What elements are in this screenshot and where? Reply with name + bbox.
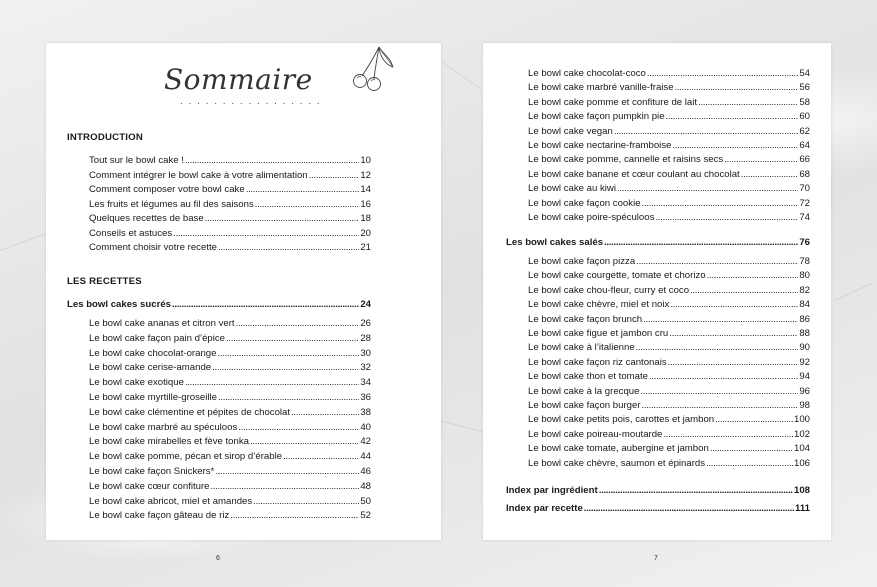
toc-page: 21 [360, 242, 371, 253]
toc-label: Le bowl cake figue et jambon cru [528, 328, 669, 339]
toc-label: Les fruits et légumes au fil des saisons [89, 198, 254, 210]
toc-entry[interactable] [89, 406, 371, 419]
index-ingredient-entry[interactable] [506, 484, 810, 497]
sweet-section-entry[interactable] [67, 298, 371, 311]
toc-page: 102 [793, 428, 810, 440]
toc-entry[interactable] [528, 313, 810, 326]
toc-entry[interactable] [89, 347, 371, 360]
toc-entry[interactable] [89, 332, 371, 345]
toc-page: 24 [360, 299, 371, 310]
toc-label: Le bowl cake façon gâteau de riz [89, 510, 230, 522]
toc-label: Le bowl cake cerise-amande [89, 362, 212, 374]
toc-entry[interactable] [528, 197, 810, 210]
toc-entry[interactable] [89, 241, 371, 254]
toc-page: 20 [360, 227, 371, 239]
toc-label: Le bowl cake façon cookie [528, 197, 641, 209]
toc-entry[interactable] [89, 227, 371, 240]
toc-page: 28 [360, 332, 371, 344]
toc-page: 40 [360, 421, 371, 433]
toc-label: Le bowl cake myrtille-groseille [89, 392, 217, 403]
toc-leader [642, 399, 799, 412]
toc-leader [655, 211, 798, 224]
toc-page: 32 [360, 362, 371, 374]
marble-vein [835, 282, 873, 301]
toc-label: Le bowl cake nectarine-framboise [528, 140, 672, 151]
toc-entry[interactable] [528, 182, 810, 195]
toc-page: 38 [360, 406, 371, 418]
toc-label: Le bowl cake marbré au spéculoos [89, 421, 238, 433]
toc-page: 52 [360, 510, 371, 522]
toc-leader [724, 153, 798, 166]
toc-page: 50 [360, 495, 371, 507]
toc-label: Le bowl cake banane et cœur coulant au chocolat [528, 168, 740, 180]
toc-label: Tout sur le bowl cake ! [89, 155, 184, 166]
right-page [483, 43, 831, 562]
toc-page: 94 [799, 371, 810, 383]
toc-label: Le bowl cake pomme, pécan et sirop d’érable [89, 451, 283, 463]
toc-entry[interactable] [528, 428, 810, 441]
toc-label: Index par ingrédient [506, 485, 598, 496]
toc-page: 90 [799, 342, 810, 354]
index-recipe-entry[interactable] [506, 502, 810, 515]
toc-page: 10 [360, 155, 371, 166]
toc-entry[interactable] [89, 198, 371, 211]
toc-label: Le bowl cake chocolat-coco [528, 68, 646, 79]
toc-entry[interactable] [528, 168, 810, 181]
toc-label: Le bowl cake au kiwi [528, 183, 616, 195]
toc-page: 84 [799, 299, 810, 311]
toc-leader [309, 169, 360, 182]
toc-leader [604, 236, 798, 249]
toc-label: Le bowl cake abricot, miel et amandes [89, 495, 253, 507]
toc-leader [185, 376, 359, 389]
toc-label: Le bowl cake chèvre, saumon et épinards [528, 457, 706, 469]
toc-entry[interactable] [528, 327, 810, 340]
toc-label: Le bowl cake tomate, aubergine et jambon [528, 443, 709, 455]
toc-label: Le bowl cake exotique [89, 377, 184, 389]
toc-entry[interactable] [528, 442, 810, 455]
toc-leader [669, 327, 798, 340]
toc-label: Le bowl cake vegan [528, 125, 613, 137]
toc-leader [636, 255, 798, 268]
toc-label: Le bowl cake façon pumpkin pie [528, 111, 665, 123]
toc-page: 54 [799, 68, 810, 79]
toc-leader [741, 168, 799, 181]
toc-label: Le bowl cake à la grecque [528, 385, 640, 397]
toc-entry[interactable] [528, 413, 810, 426]
toc-leader [670, 298, 798, 311]
toc-label: Index par recette [506, 503, 583, 514]
toc-leader [185, 154, 359, 167]
toc-label: Le bowl cake pomme, cannelle et raisins secs [528, 154, 724, 166]
toc-label: Le bowl cake chèvre, miel et noix [528, 299, 670, 311]
toc-label: Le bowl cake courgette, tomate et chorizo [528, 270, 706, 282]
toc-page: 80 [799, 270, 810, 282]
toc-page: 58 [799, 96, 810, 108]
toc-page: 64 [799, 140, 810, 151]
toc-leader [690, 284, 798, 297]
toc-leader [173, 227, 359, 240]
toc-label: Le bowl cake façon Snickers* [89, 466, 215, 477]
toc-label: Le bowl cake thon et tomate [528, 371, 648, 383]
toc-page: 70 [799, 183, 810, 195]
toc-label: Le bowl cake clémentine et pépites de chocolat [89, 406, 291, 418]
toc-page: 26 [360, 318, 371, 329]
toc-page: 111 [795, 503, 810, 514]
toc-page: 98 [799, 400, 810, 411]
toc-entry[interactable] [89, 435, 371, 448]
page-number: 6 [216, 555, 220, 562]
toc-leader [672, 139, 798, 152]
toc-leader [230, 509, 359, 522]
toc-page: 12 [360, 169, 371, 181]
toc-leader [706, 457, 793, 470]
toc-page: 82 [799, 284, 810, 296]
toc-leader [663, 428, 793, 441]
toc-page: 92 [799, 356, 810, 368]
toc-label: Les bowl cakes salés [506, 237, 604, 248]
toc-page: 34 [360, 377, 371, 389]
toc-label: Le bowl cake petits pois, carottes et jambon [528, 414, 715, 426]
toc-page: 78 [799, 256, 810, 267]
toc-page: 18 [360, 213, 371, 224]
toc-entry[interactable] [528, 211, 810, 224]
toc-label: Le bowl cake façon brunch [528, 313, 643, 325]
toc-leader [640, 385, 798, 398]
toc-label: Comment intégrer le bowl cake à votre alimentation [89, 169, 308, 181]
toc-entry[interactable] [528, 284, 810, 297]
toc-page: 16 [360, 198, 371, 210]
recipes-heading: LES RECETTES [67, 276, 142, 287]
toc-entry[interactable] [528, 67, 810, 80]
toc-leader [649, 370, 798, 383]
toc-page: 72 [799, 197, 810, 209]
toc-page: 106 [793, 457, 810, 469]
toc-entry[interactable] [528, 255, 810, 268]
toc-page: 46 [360, 466, 371, 477]
toc-entry[interactable] [89, 495, 371, 508]
toc-leader [668, 356, 799, 369]
toc-leader [642, 197, 799, 210]
toc-leader [636, 341, 799, 354]
toc-page: 108 [793, 485, 810, 496]
toc-label: Le bowl cake façon pizza [528, 256, 636, 267]
toc-label: Le bowl cake poire-spéculoos [528, 212, 655, 223]
toc-label: Quelques recettes de base [89, 213, 204, 224]
toc-entry[interactable] [528, 110, 810, 123]
left-page [46, 43, 441, 562]
toc-page: 100 [793, 414, 810, 426]
toc-leader [617, 182, 798, 195]
toc-leader [283, 450, 359, 463]
toc-page: 76 [799, 237, 810, 248]
cherry-icon [346, 43, 398, 95]
toc-label: Comment choisir votre recette [89, 242, 217, 253]
toc-leader [238, 421, 359, 434]
toc-entry[interactable] [528, 81, 810, 94]
toc-page: 48 [360, 480, 371, 492]
toc-entry[interactable] [528, 96, 810, 109]
toc-leader [246, 183, 360, 196]
toc-leader [236, 317, 360, 330]
toc-page: 62 [799, 125, 810, 137]
toc-page: 14 [360, 184, 371, 195]
toc-leader [226, 332, 359, 345]
toc-entry[interactable] [89, 480, 371, 493]
introduction-heading: INTRODUCTION [67, 132, 143, 143]
toc-leader [215, 465, 359, 478]
toc-page: 88 [799, 328, 810, 339]
toc-entry[interactable] [89, 509, 371, 522]
toc-leader [614, 125, 799, 138]
toc-page: 30 [360, 347, 371, 359]
toc-leader [666, 110, 799, 123]
toc-leader [218, 391, 359, 404]
toc-leader [250, 435, 359, 448]
toc-entry[interactable] [89, 183, 371, 196]
toc-entry[interactable] [528, 269, 810, 282]
toc-page: 60 [799, 111, 810, 123]
marble-vein [440, 420, 483, 432]
toc-leader [205, 212, 360, 225]
toc-page: 74 [799, 212, 810, 223]
toc-entry[interactable] [528, 139, 810, 152]
toc-leader [584, 502, 794, 515]
toc-page: 96 [799, 385, 810, 397]
toc-entry[interactable] [89, 421, 371, 434]
toc-leader [291, 406, 359, 419]
toc-label: Le bowl cake à l’italienne [528, 342, 635, 354]
title-divider: . . . . . . . . . . . . . . . . . [180, 96, 322, 107]
toc-leader [715, 413, 793, 426]
toc-page: 56 [799, 82, 810, 94]
savory-section-entry[interactable] [506, 236, 810, 249]
toc-entry[interactable] [89, 376, 371, 389]
toc-label: Le bowl cake mirabelles et fève tonka [89, 436, 249, 448]
toc-entry[interactable] [528, 385, 810, 398]
toc-entry[interactable] [89, 465, 371, 478]
toc-leader [217, 347, 359, 360]
toc-leader [218, 241, 359, 254]
toc-label: Le bowl cake marbré vanille-fraise [528, 82, 674, 94]
toc-entry[interactable] [89, 317, 371, 330]
toc-page: 104 [793, 443, 810, 455]
toc-label: Le bowl cake ananas et citron vert [89, 318, 235, 329]
toc-entry[interactable] [528, 153, 810, 166]
toc-page: 42 [360, 436, 371, 448]
toc-leader [212, 361, 359, 374]
toc-label: Le bowl cake chocolat-orange [89, 347, 217, 359]
toc-entry[interactable] [89, 154, 371, 167]
toc-leader [707, 269, 799, 282]
toc-leader [599, 484, 793, 497]
toc-entry[interactable] [89, 169, 371, 182]
toc-entry[interactable] [89, 391, 371, 404]
toc-entry[interactable] [89, 361, 371, 374]
page-title: Sommaire [164, 63, 313, 96]
toc-page: 68 [799, 168, 810, 180]
toc-entry[interactable] [528, 298, 810, 311]
toc-leader [698, 96, 798, 109]
toc-leader [255, 198, 360, 211]
toc-label: Le bowl cake poireau-moutarde [528, 428, 663, 440]
toc-leader [643, 313, 798, 326]
marble-vein [440, 60, 482, 89]
toc-leader [710, 442, 793, 455]
toc-label: Le bowl cake façon riz cantonais [528, 356, 667, 368]
toc-leader [647, 67, 798, 80]
toc-entry[interactable] [528, 399, 810, 412]
toc-label: Le bowl cake chou-fleur, curry et coco [528, 284, 690, 296]
toc-entry[interactable] [528, 341, 810, 354]
toc-label: Conseils et astuces [89, 227, 173, 239]
toc-entry[interactable] [528, 356, 810, 369]
toc-entry[interactable] [89, 450, 371, 463]
toc-leader [253, 495, 359, 508]
toc-label: Le bowl cake pomme et confiture de lait [528, 96, 698, 108]
toc-label: Les bowl cakes sucrés [67, 299, 171, 310]
toc-page: 44 [360, 451, 371, 463]
toc-leader [211, 480, 360, 493]
toc-page: 66 [799, 154, 810, 166]
toc-entry[interactable] [528, 370, 810, 383]
toc-entry[interactable] [528, 457, 810, 470]
toc-entry[interactable] [89, 212, 371, 225]
toc-entry[interactable] [528, 125, 810, 138]
toc-label: Le bowl cake cœur confiture [89, 480, 210, 492]
toc-leader [172, 298, 359, 311]
toc-page: 36 [360, 392, 371, 403]
toc-label: Le bowl cake façon burger [528, 400, 641, 411]
toc-label: Le bowl cake façon pain d’épice [89, 332, 226, 344]
page-number: 7 [654, 555, 658, 562]
toc-leader [675, 81, 799, 94]
toc-label: Comment composer votre bowl cake [89, 184, 245, 195]
toc-page: 86 [799, 313, 810, 325]
